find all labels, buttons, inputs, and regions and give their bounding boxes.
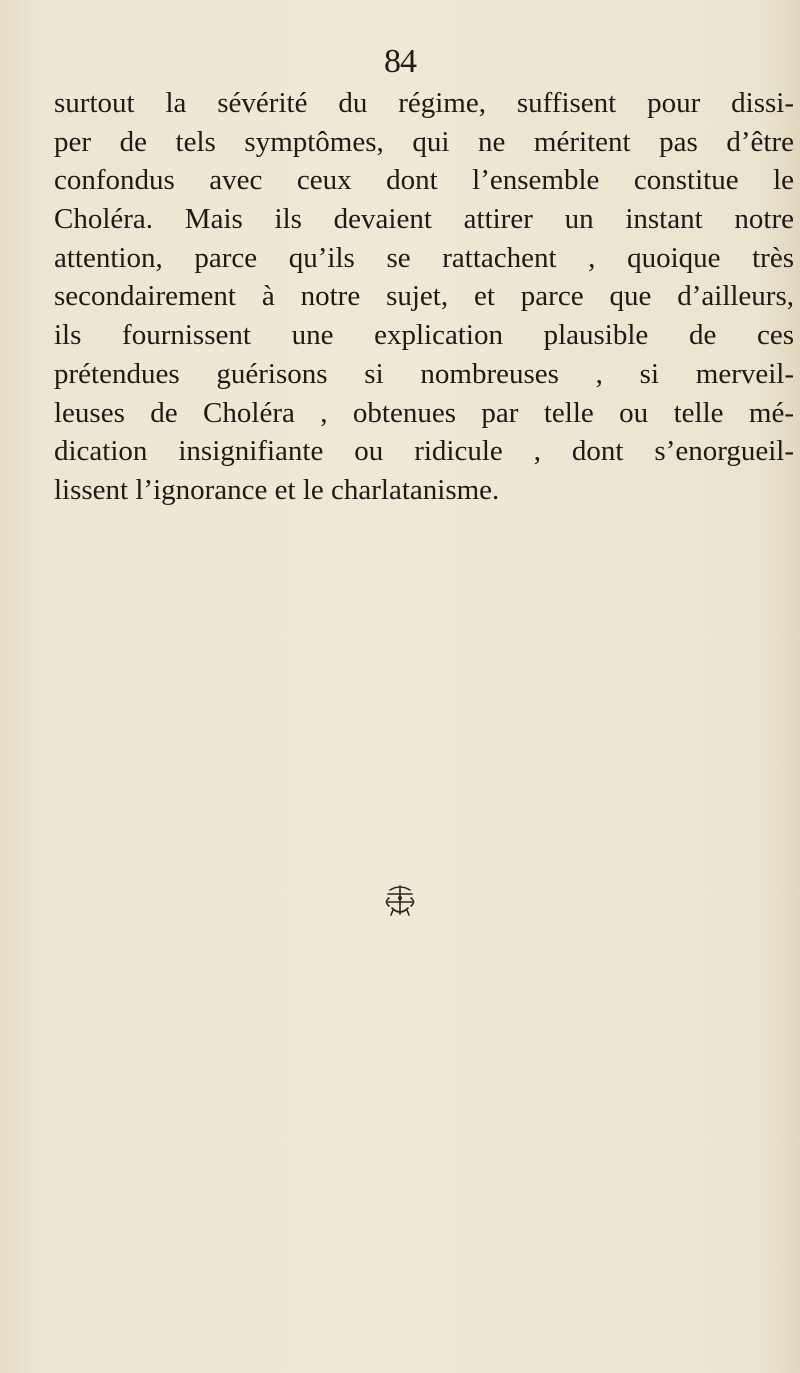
fleuron-icon [380,880,420,920]
text-line: leuses de Choléra , obtenues par telle ou telle mé- [54,396,794,429]
text-line: per de tels symptômes, qui ne méritent pas d’être [54,125,794,158]
page-number: 84 [384,43,416,80]
text-line: prétendues guérisons si nombreuses , si merveil- [54,357,794,390]
body-text [54,84,794,510]
text-line: lissent l’ignorance et le charlatanisme. [54,473,500,506]
text-line: dication insignifiante ou ridicule , dont s’enorgueil- [54,435,794,468]
text-line: confondus avec ceux dont l’ensemble constitue le [54,164,794,197]
text-line: secondairement à notre sujet, et parce que d’ailleurs, [54,280,794,313]
text-line: Choléra. Mais ils devaient attirer un instant notre [54,203,794,236]
text-line: surtout la sévérité du régime, suffisent pour dissi- [54,87,794,119]
text-line: attention, parce qu’ils se rattachent , quoique très [54,241,794,274]
text-line: ils fournissent une explication plausible de ces [54,319,794,352]
